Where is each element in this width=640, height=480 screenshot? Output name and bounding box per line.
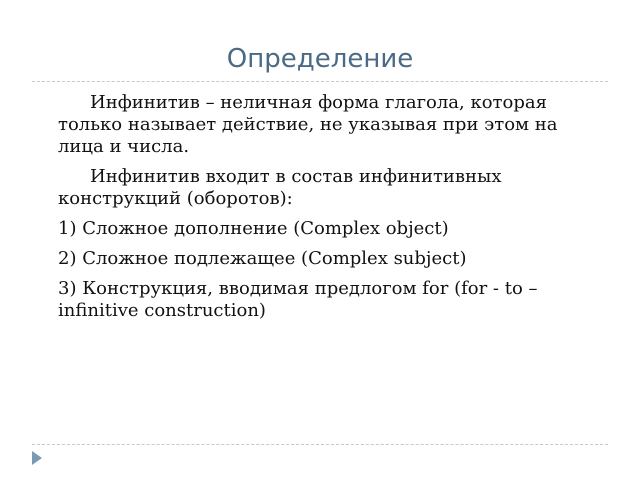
bottom-divider: [32, 444, 608, 445]
constructions-intro-paragraph: Инфинитив входит в состав инфинитивных конструкций (оборотов):: [58, 166, 502, 209]
list-item-for-to-construction: 3) Конструкция, вводимая предлогом for (for - to – infinitive construction): [58, 278, 538, 321]
triangle-right-icon: [32, 451, 42, 465]
slide-body: [58, 92, 588, 330]
slide-title: Определение: [226, 44, 414, 74]
list-item-complex-object: 1) Сложное дополнение (Complex object): [58, 218, 449, 239]
definition-paragraph: Инфинитив – неличная форма глагола, которая только называет действие, не указывая при этом на лица и числа.: [58, 92, 558, 157]
top-divider: [32, 81, 608, 82]
list-item-complex-subject: 2) Сложное подлежащее (Complex subject): [58, 248, 467, 269]
